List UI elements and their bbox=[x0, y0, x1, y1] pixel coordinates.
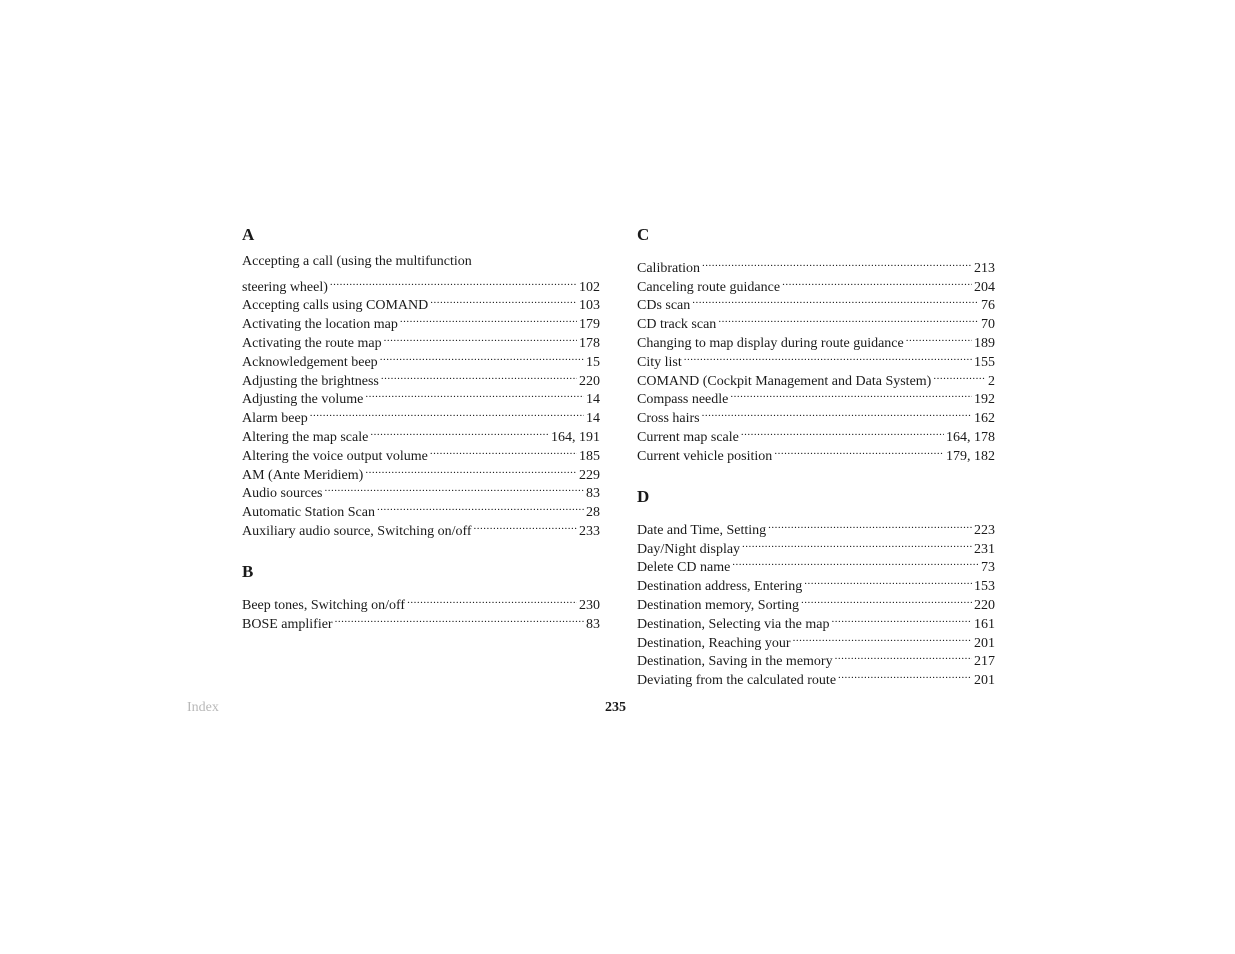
index-entry bbox=[637, 347, 995, 370]
entry-label: CDs scan bbox=[637, 298, 691, 314]
entry-page-number: 164, 178 bbox=[946, 429, 995, 445]
dot-leader bbox=[702, 253, 972, 272]
entry-label: AM (Ante Meridiem) bbox=[242, 467, 364, 483]
entry-page-number: 230 bbox=[579, 597, 600, 613]
entry-label: Day/Night display bbox=[637, 541, 741, 557]
entry-page-number: 201 bbox=[974, 673, 995, 689]
index-entry bbox=[242, 590, 600, 613]
dot-leader bbox=[365, 460, 577, 479]
entry-page-number: 155 bbox=[974, 354, 995, 370]
dot-leader bbox=[692, 291, 979, 310]
dot-leader bbox=[474, 516, 577, 535]
dot-leader bbox=[370, 422, 549, 441]
entry-label: Altering the voice output volume bbox=[242, 448, 428, 464]
dot-leader bbox=[377, 497, 584, 516]
entry-page-number: 70 bbox=[981, 317, 995, 333]
entry-label: Auxiliary audio source, Switching on/off bbox=[242, 523, 472, 539]
dot-leader bbox=[684, 347, 972, 366]
entry-page-number: 185 bbox=[579, 448, 600, 464]
entry-list bbox=[242, 253, 600, 539]
entry-label: Delete CD name bbox=[637, 560, 731, 576]
entry-page-number: 220 bbox=[974, 597, 995, 613]
dot-leader bbox=[768, 515, 972, 534]
entry-label: Destination, Reaching your bbox=[637, 635, 791, 651]
entry-label: Date and Time, Setting bbox=[637, 522, 767, 538]
entry-label: Accepting calls using COMAND bbox=[242, 298, 429, 314]
index-entry bbox=[637, 309, 995, 333]
dot-leader bbox=[741, 422, 944, 441]
entry-page-number: 76 bbox=[981, 298, 995, 314]
entry-page-number: 233 bbox=[579, 523, 600, 539]
dot-leader bbox=[793, 628, 972, 647]
entry-page-number: 192 bbox=[974, 392, 995, 408]
entry-page-number: 204 bbox=[974, 279, 995, 295]
entry-page-number: 220 bbox=[579, 373, 600, 389]
dot-leader bbox=[804, 571, 972, 590]
entry-label: Canceling route guidance bbox=[637, 279, 781, 295]
entry-label: Cross hairs bbox=[637, 411, 700, 427]
section-letter: B bbox=[242, 562, 254, 581]
dot-leader bbox=[702, 403, 972, 422]
dot-leader bbox=[742, 534, 972, 553]
entry-page-number: 73 bbox=[981, 560, 995, 576]
entry-label: Acknowledgement beep bbox=[242, 354, 378, 370]
entry-label: Altering the map scale bbox=[242, 429, 369, 445]
dot-leader bbox=[430, 291, 577, 310]
dot-leader bbox=[906, 328, 972, 347]
dot-leader bbox=[335, 609, 584, 628]
dot-leader bbox=[310, 403, 584, 422]
entry-label: steering wheel) bbox=[242, 279, 328, 295]
entry-page-number: 201 bbox=[974, 635, 995, 651]
entry-page-number: 14 bbox=[586, 392, 600, 408]
dot-leader bbox=[838, 665, 972, 684]
entry-label: Automatic Station Scan bbox=[242, 505, 375, 521]
dot-leader bbox=[384, 328, 577, 347]
dot-leader bbox=[774, 441, 944, 460]
entry-page-number: 213 bbox=[974, 260, 995, 276]
entry-label: Changing to map display during route guidance bbox=[637, 335, 904, 351]
entry-label: Calibration bbox=[637, 260, 700, 276]
entry-page-number: 153 bbox=[974, 579, 995, 595]
entry-page-number: 83 bbox=[586, 616, 600, 632]
entry-page-number: 102 bbox=[579, 279, 600, 295]
index-section-d bbox=[637, 487, 995, 689]
entry-label: Activating the location map bbox=[242, 317, 398, 333]
entry-label: Audio sources bbox=[242, 486, 323, 502]
dot-leader bbox=[732, 553, 979, 572]
index-section-b bbox=[242, 562, 600, 632]
entry-page-number: 2 bbox=[988, 373, 995, 389]
entry-page-number: 28 bbox=[586, 505, 600, 521]
entry-label: Alarm beep bbox=[242, 411, 308, 427]
entry-label: Adjusting the brightness bbox=[242, 373, 379, 389]
entry-page-number: 189 bbox=[974, 335, 995, 351]
dot-leader bbox=[933, 366, 986, 385]
index-entry bbox=[637, 515, 995, 538]
entry-list bbox=[242, 590, 600, 632]
section-letter: A bbox=[242, 225, 255, 244]
dot-leader bbox=[325, 479, 585, 498]
dot-leader bbox=[782, 272, 972, 291]
index-entry bbox=[242, 272, 600, 295]
entry-label: Destination address, Entering bbox=[637, 579, 803, 595]
entry-label: Beep tones, Switching on/off bbox=[242, 597, 406, 613]
entry-list bbox=[637, 515, 995, 689]
entry-label: Compass needle bbox=[637, 392, 729, 408]
entry-label: City list bbox=[637, 354, 682, 370]
section-letter: C bbox=[637, 225, 650, 244]
entry-list bbox=[637, 253, 995, 464]
entry-page-number: 179, 182 bbox=[946, 448, 995, 464]
entry-label: BOSE amplifier bbox=[242, 616, 333, 632]
entry-label: Deviating from the calculated route bbox=[637, 673, 837, 689]
entry-page-number: 178 bbox=[579, 335, 600, 351]
entry-label: Current vehicle position bbox=[637, 448, 773, 464]
entry-page-number: 179 bbox=[579, 317, 600, 333]
dot-leader bbox=[381, 366, 577, 385]
entry-page-number: 15 bbox=[586, 354, 600, 370]
entry-page-number: 231 bbox=[974, 541, 995, 557]
dot-leader bbox=[835, 647, 972, 666]
entry-page-number: 229 bbox=[579, 467, 600, 483]
section-letter: D bbox=[637, 487, 650, 506]
dot-leader bbox=[365, 385, 584, 404]
index-section-a bbox=[242, 225, 600, 539]
dot-leader bbox=[718, 309, 979, 328]
entry-label: Destination memory, Sorting bbox=[637, 597, 800, 613]
dot-leader bbox=[430, 441, 577, 460]
entry-page-number: 223 bbox=[974, 522, 995, 538]
page-number: 235 bbox=[605, 700, 626, 715]
entry-page-number: 164, 191 bbox=[551, 429, 600, 445]
entry-label: Current map scale bbox=[637, 429, 739, 445]
entry-label: Destination, Saving in the memory bbox=[637, 654, 833, 670]
dot-leader bbox=[407, 590, 577, 609]
entry-page-number: 161 bbox=[974, 616, 995, 632]
dot-leader bbox=[330, 272, 577, 291]
entry-label: CD track scan bbox=[637, 317, 717, 333]
dot-leader bbox=[730, 385, 972, 404]
dot-leader bbox=[400, 309, 577, 328]
footer-section-label: Index bbox=[187, 700, 219, 715]
index-section-c bbox=[637, 225, 995, 464]
entry-page-number: 103 bbox=[579, 298, 600, 314]
entry-label: Adjusting the volume bbox=[242, 392, 364, 408]
index-entry-continued: Accepting a call (using the multifunction bbox=[242, 254, 472, 269]
index-entry bbox=[637, 253, 995, 276]
entry-label: COMAND (Cockpit Management and Data System) bbox=[637, 373, 932, 389]
dot-leader bbox=[380, 347, 584, 366]
dot-leader bbox=[801, 590, 972, 609]
entry-label: Destination, Selecting via the map bbox=[637, 616, 830, 632]
entry-page-number: 83 bbox=[586, 486, 600, 502]
entry-label: Activating the route map bbox=[242, 335, 382, 351]
index-entry bbox=[637, 366, 995, 389]
dot-leader bbox=[831, 609, 972, 628]
entry-page-number: 14 bbox=[586, 411, 600, 427]
entry-page-number: 162 bbox=[974, 411, 995, 427]
entry-page-number: 217 bbox=[974, 654, 995, 670]
